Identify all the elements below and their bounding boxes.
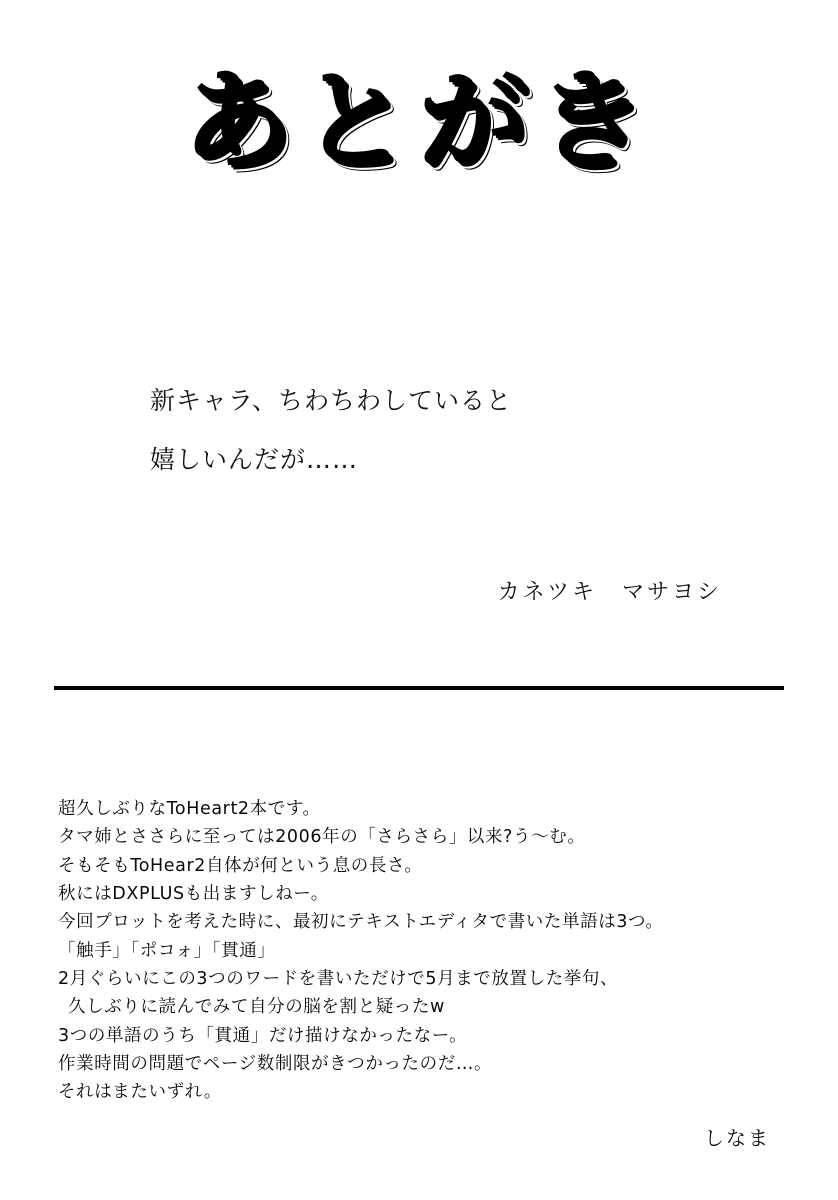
- circle-credit: しなま: [704, 1126, 770, 1150]
- afterword-line-5: 今回プロットを考えた時に、最初にテキストエディタで書いた単語は3つ。: [58, 912, 664, 933]
- title-block: [0, 58, 838, 185]
- afterword-line-7: 2月ぐらいにこの3つのワードを書いただけで5月まで放置した挙句、: [58, 969, 619, 990]
- intro-message: [150, 372, 710, 490]
- intro-message-line-1: 新キャラ、ちわちわしていると: [150, 386, 513, 415]
- intro-message-line-2: 嬉しいんだが……: [150, 444, 359, 474]
- horizontal-divider: [54, 686, 784, 690]
- author-signature: カネツキ マサヨシ: [497, 580, 722, 605]
- afterword-line-1: 超久しぶりなToHeart2本です。: [58, 799, 321, 819]
- afterword-line-4: 秋にはDXPLUSも出ますしねー。: [58, 884, 329, 905]
- afterword-line-2: タマ姉とささらに至っては2006年の「さらさら」以来?う～む。: [58, 827, 586, 848]
- afterword-line-8: 久しぶりに読んでみて自分の脳を割と疑ったw: [68, 997, 445, 1018]
- afterword-line-6: 「触手」「ポコォ」「貫通」: [58, 940, 276, 961]
- afterword-line-10: 作業時間の問題でページ数制限がきつかったのだ…。: [58, 1054, 493, 1075]
- page-title: あとがき: [182, 59, 655, 184]
- afterword-line-3: そもそもToHear2自体が何という息の長さ。: [58, 855, 423, 876]
- afterword-text: [58, 795, 778, 1107]
- afterword-line-11: それはまたいずれ。: [58, 1082, 222, 1103]
- afterword-line-9: 3つの単語のうち「貫通」だけ描けなかったなー。: [58, 1025, 468, 1046]
